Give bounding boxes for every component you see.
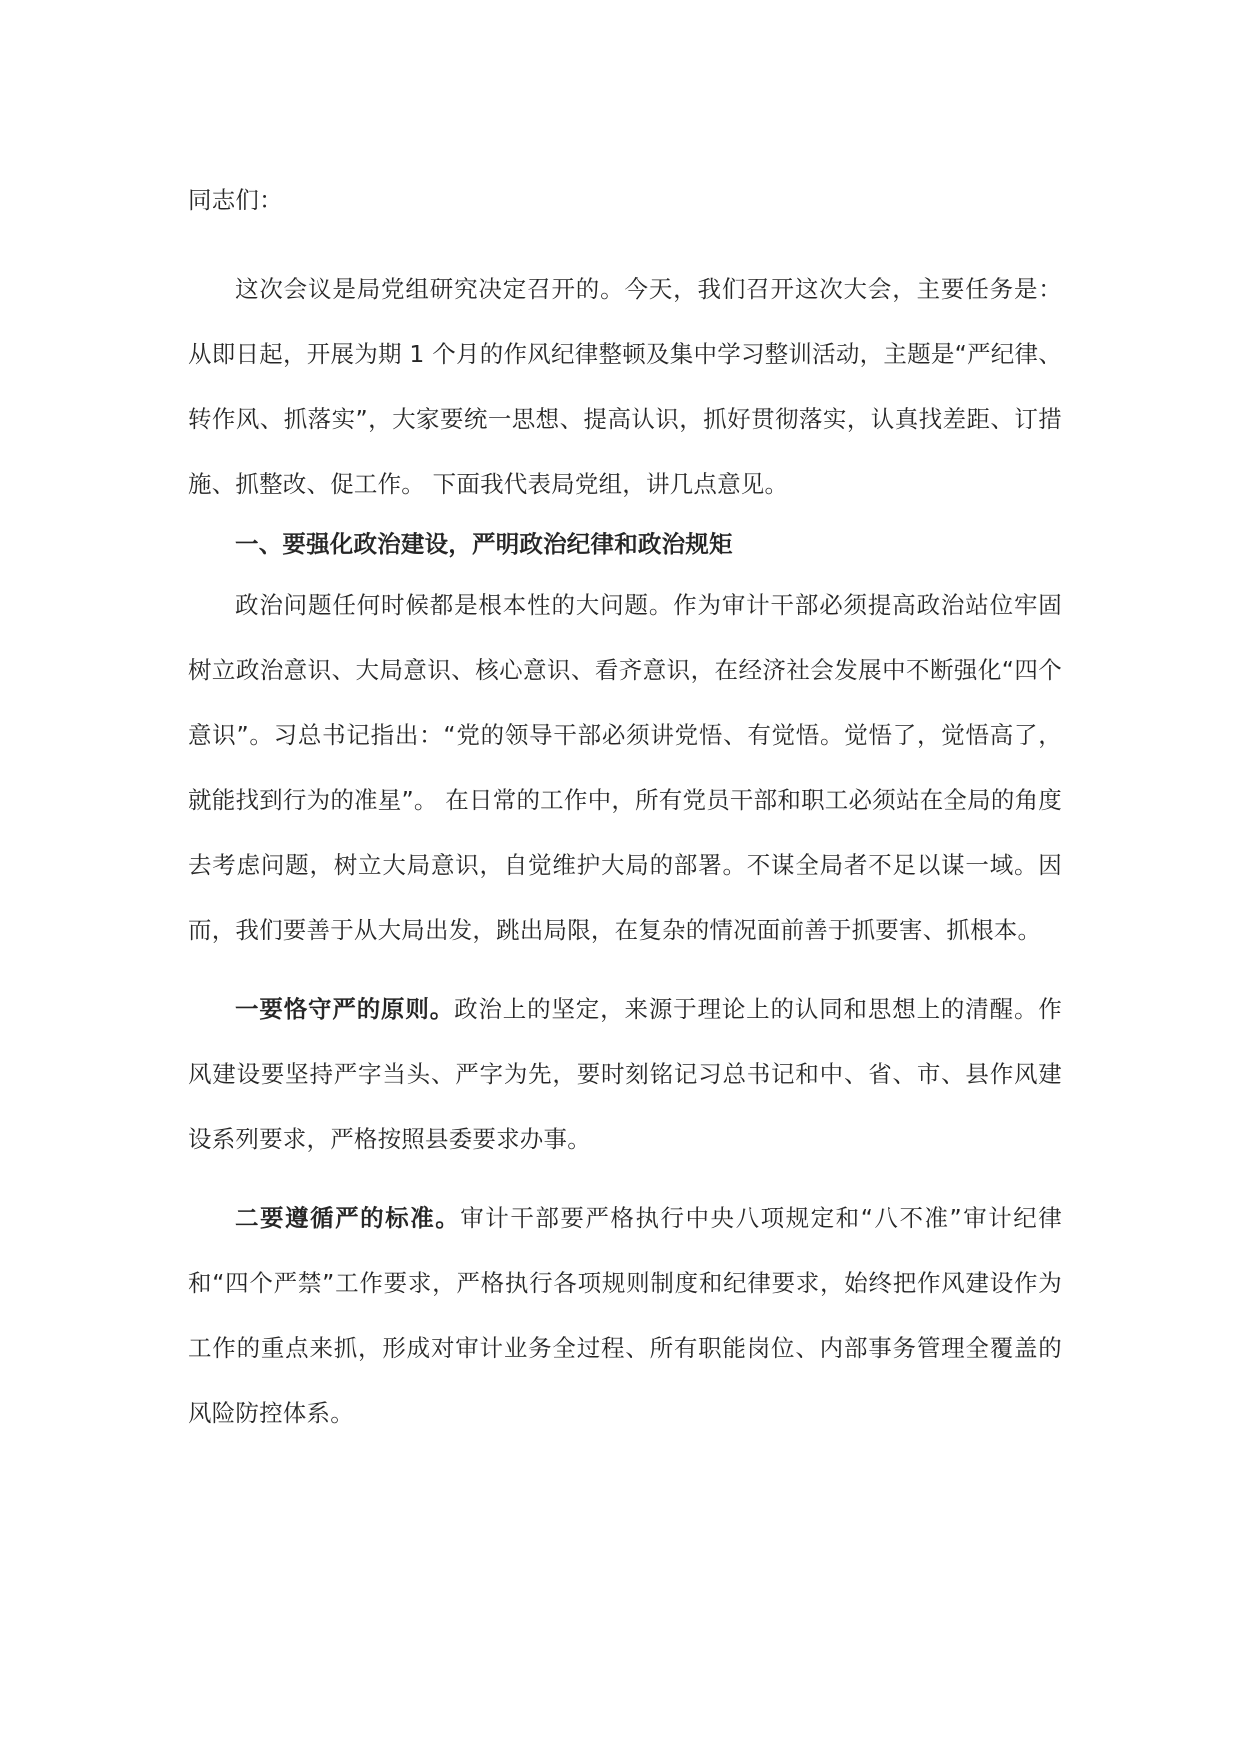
- section-body-paragraph: 政治问题任何时候都是根本性的大问题。作为审计干部必须提高政治站位牢固树立政治意识、大局意识、核心意识、看齐意识，在经济社会发展中不断强化“四个意识”。习总书记指出：“党的领导干部必须讲党悟、有觉悟。觉悟了，觉悟高了，就能找到行为的准星”。 在日常的工作中，所有党员干部和职工必须站在全局的角度去考虑问题，树立大局意识，自觉维护大局的部署。不谋全局者不足以谋一域。因而，我们要善于从大局出发，跳出局限，在复杂的情况面前善于抓要害、抓根本。: [188, 591, 1062, 944]
- salutation: 同志们：: [188, 186, 283, 214]
- point-lead-2: 二要遵循严的标准。: [235, 1204, 461, 1232]
- point-paragraph-1: [188, 977, 1062, 1172]
- point-body-2: 审计干部要严格执行中央八项规定和“八不准”审计纪律和“四个严禁”工作要求，严格执行各项规则制度和纪律要求，始终把作风建设作为工作的重点来抓，形成对审计业务全过程、所有职能岗位、内部事务管理全覆盖的风险防控体系。: [188, 1204, 1062, 1427]
- section-heading: 一、要强化政治建设，严明政治纪律和政治规矩: [235, 530, 733, 558]
- point-body-1: 政治上的坚定，来源于理论上的认同和思想上的清醒。作风建设要坚持严字当头、严字为先，要时刻铭记习总书记和中、省、市、县作风建设系列要求，严格按照县委要求办事。: [188, 995, 1062, 1153]
- document-body: [188, 168, 1062, 1446]
- intro-paragraph: 这次会议是局党组研究决定召开的。今天，我们召开这次大会，主要任务是：从即日起，开展为期 1 个月的作风纪律整顿及集中学习整训活动，主题是“严纪律、转作风、抓落实”，大家要统一思想、提高认识，抓好贯彻落实，认真找差距、订措施、抓整改、促工作。 下面我代表局党组，讲几点意见。: [188, 275, 1062, 498]
- point-paragraph-2: [188, 1186, 1062, 1446]
- point-lead-1: 一要恪守严的原则。: [235, 995, 455, 1023]
